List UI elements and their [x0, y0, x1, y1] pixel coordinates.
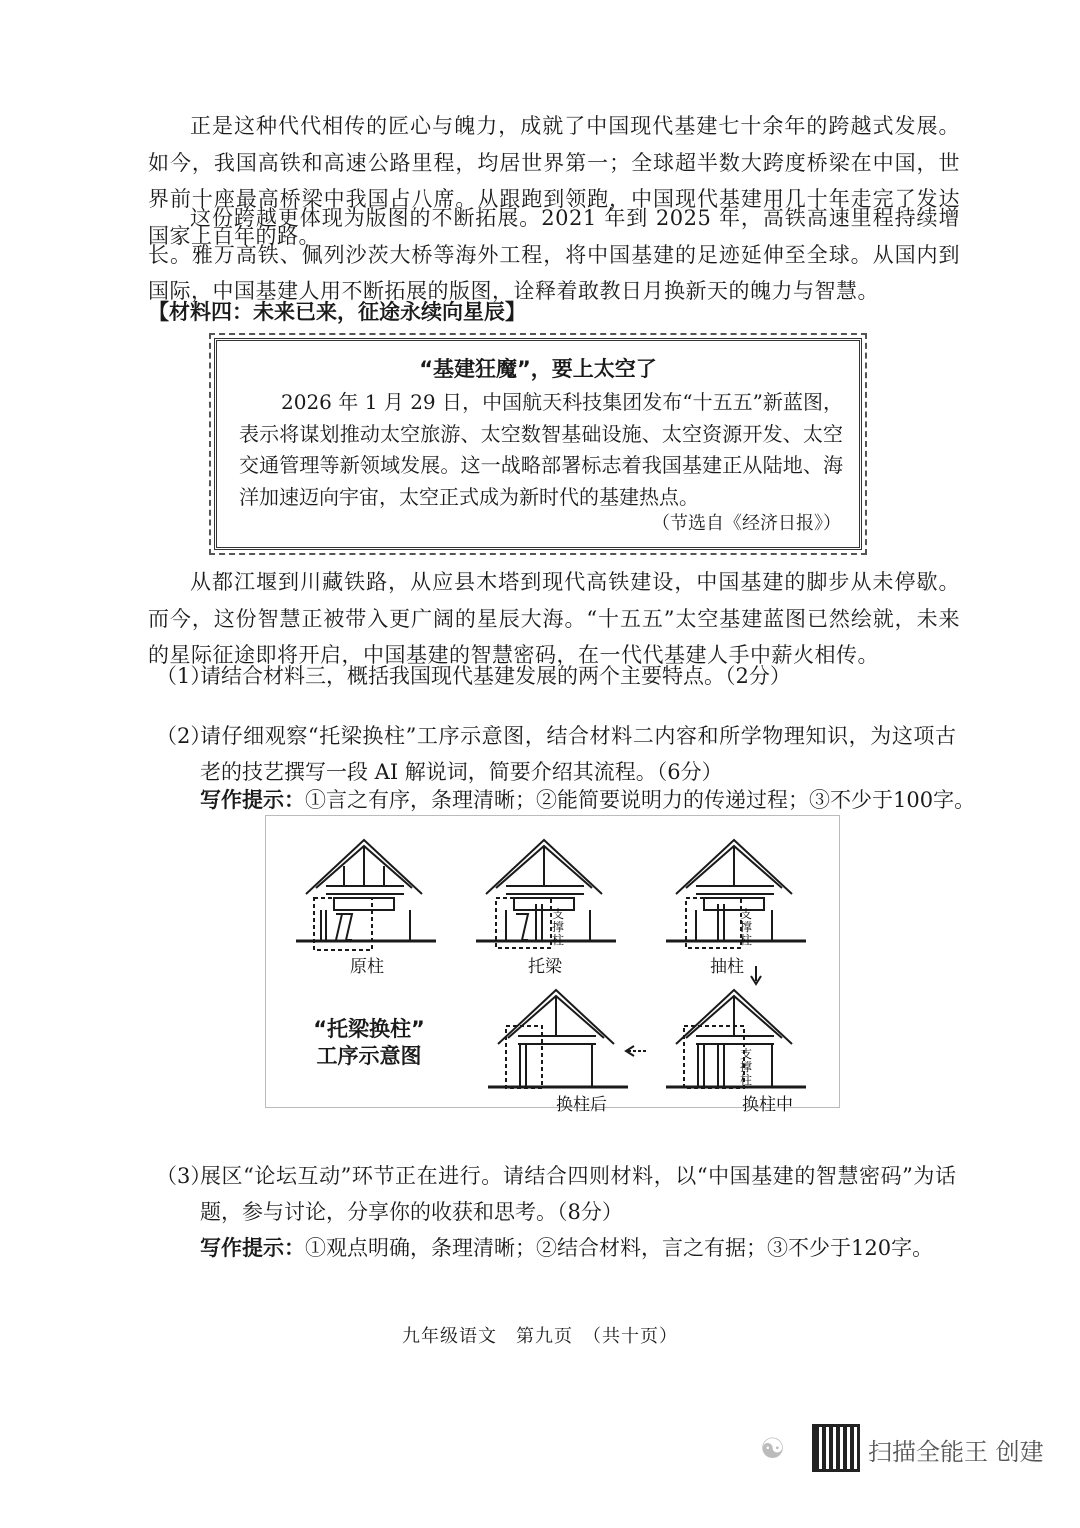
house-support-beam [476, 840, 616, 948]
writing-tip-3 [200, 1232, 933, 1262]
writing-tip-label: 写作提示： [200, 788, 305, 812]
writing-tip-text: ①观点明确，条理清晰；②结合材料，言之有据；③不少于120字。 [305, 1236, 934, 1260]
house-after-replacement [488, 990, 628, 1088]
support-column-label: 支撑柱 [552, 907, 565, 947]
stage-label-support-beam: 托梁 [528, 957, 562, 977]
news-excerpt-box [214, 338, 862, 550]
paragraph-closing: 从都江堰到川藏铁路，从应县木塔到现代高铁建设，中国基建的脚步从未停歇。而今，这份智慧正被带入更广阔的星辰大海。“十五五”太空基建蓝图已然绘就，未来的星际征途即将开启，中国基建的智慧密码，在一代代基建人手中薪火相传。 [148, 570, 960, 667]
question-1 [156, 658, 956, 694]
question-number: （1） [156, 664, 212, 688]
question-text: 请仔细观察“托梁换柱”工序示意图，结合材料二内容和所学物理知识，为这项古老的技艺撰写一段 AI 解说词，简要介绍其流程。（6分） [200, 724, 956, 784]
stage-label-replacing: 换柱中 [742, 1095, 793, 1115]
question-3 [156, 1158, 956, 1230]
house-original-column [296, 840, 436, 950]
stage-label-original: 原柱 [350, 957, 384, 977]
diagram-caption-line1: “托梁换柱” [313, 1017, 425, 1041]
paragraph-modern-development: 正是这种代代相传的匠心与魄力，成就了中国现代基建七十余年的跨越式发展。如今，我国高铁和高速公路里程，均居世界第一；全球超半数大跨度桥梁在中国，世界前十座最高桥梁中我国占八席。从跟跑到领跑，中国现代基建用几十年走完了发达国家上百年的路。 [148, 114, 960, 248]
qr-code-icon [812, 1424, 860, 1472]
material-four-heading: 【材料四：未来已来，征途永续向星辰】 [148, 300, 526, 324]
news-excerpt-text: 2026 年 1 月 29 日，中国航天科技集团发布“十五五”新蓝图，表示将谋划推动太空旅游、太空数智基础设施、太空资源开发、太空交通管理等新领域发展。这一战略部署标志着我国基建正从陆地、海洋加速迈向宇宙，太空正式成为新时代的基建热点。 [239, 390, 843, 509]
question-text: 展区“论坛互动”环节正在进行。请结合四则材料，以“中国基建的智慧密码”为话题，参与讨论，分享你的收获和思考。（8分） [200, 1164, 956, 1224]
news-excerpt-title: “基建狂魔”，要上太空了 [419, 357, 657, 381]
support-column-label: 支撑柱 [740, 1047, 753, 1087]
support-column-label: 支撑柱 [740, 907, 753, 947]
writing-tip-text: ①言之有序，条理清晰；②能简要说明力的传递过程；③不少于100字。 [305, 788, 976, 812]
paragraph-expansion: 这份跨越更体现为版图的不断拓展。2021 年到 2025 年，高铁高速里程持续增长。雅万高铁、佩列沙茨大桥等海外工程，将中国基建的足迹延伸至全球。从国内到国际，中国基建人用不断拓展的版图，诠释着敢教日月换新天的魄力与智慧。 [148, 206, 960, 303]
scanner-watermark [760, 1420, 1060, 1490]
writing-tip-label: 写作提示： [200, 1236, 305, 1260]
stage-label-remove-column: 抽柱 [710, 957, 744, 977]
question-2 [156, 718, 956, 790]
diagram-caption-line2: 工序示意图 [316, 1044, 422, 1068]
diagram-caption [294, 1016, 444, 1070]
page-footer: 九年级语文 第九页 （共十页） [402, 1326, 678, 1347]
wechat-icon: ☯ [760, 1432, 786, 1465]
question-text: 请结合材料三，概括我国现代基建发展的两个主要特点。（2分） [200, 664, 791, 688]
stage-label-after-replacement: 换柱后 [556, 1095, 607, 1115]
house-replacing-column [666, 990, 806, 1088]
watermark-text: 扫描全能王 创建 [868, 1438, 1044, 1466]
left-arrow [626, 1046, 648, 1056]
question-number: （3） [156, 1164, 212, 1188]
question-number: （2） [156, 724, 212, 748]
news-excerpt-source: （节选自《经济日报》） [652, 513, 841, 534]
news-excerpt-body [239, 387, 843, 513]
beam-column-diagram [265, 815, 840, 1115]
writing-tip-2 [200, 784, 975, 814]
